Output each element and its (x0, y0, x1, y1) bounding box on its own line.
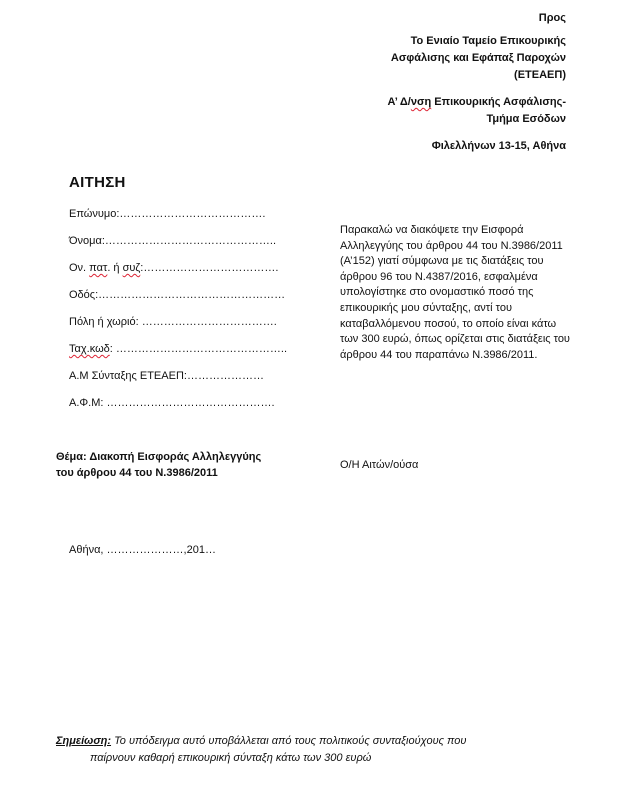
surname-field: Επώνυμο:…………………………………. (69, 208, 266, 220)
footnote-text1: Το υπόδειγμα αυτό υποβάλλεται από τους πολιτικούς συνταξιούχους που (111, 735, 467, 747)
father-tail: :………………………………. (140, 262, 279, 274)
recipient-org-abbr: (ΕΤΕΑΕΠ) (514, 69, 566, 81)
subject-line2: του άρθρου 44 του Ν.3986/2011 (56, 467, 218, 479)
recipient-org-line1: Το Ενιαίο Ταμείο Επικουρικής (410, 35, 566, 47)
request-paragraph: Παρακαλώ να διακόψετε την Εισφορά Αλληλεγγύης του άρθρου 44 του Ν.3986/2011 (Α’152) γιατί σύμφωνα με τις διατάξεις του άρθρου 96 του Ν.4387/2016, εσφαλμένα υπολογίστηκε στο ονομαστικό ποσό της επικουρικής μου σύνταξης, αντί του καταβαλλόμενου ποσού, το οποίο είναι κάτω των 300 ευρώ, όπως ορίζεται στις διατάξεις του άρθρου 44 του παραπάνω Ν.3986/2011. (340, 224, 570, 361)
city-field: Πόλη ή χωριό: ………………………………. (69, 316, 277, 328)
postal-code-field (69, 342, 287, 369)
recipient-department (387, 94, 566, 111)
spouse-abbr: συζ (122, 262, 141, 274)
recipient-org-line2: Ασφάλισης και Εφάπαξ Παροχών (390, 52, 566, 64)
father-spouse-field (69, 261, 287, 288)
recipient-section: Τμήμα Εσόδων (486, 113, 566, 125)
subject-block (56, 449, 261, 481)
dept-abbr-word: νση (410, 96, 432, 108)
recipient-to-label: Προς (538, 12, 566, 24)
father-abbr: πατ (89, 262, 108, 274)
dept-prefix: Α’ Δ/ (387, 96, 411, 108)
applicant-fields (69, 207, 287, 423)
father-rest: . ή (107, 262, 123, 274)
tax-number-field: Α.Φ.Μ: ………………………………………. (69, 397, 275, 409)
subject-line1: Θέμα: Διακοπή Εισφοράς Αλληλεγγύης (56, 451, 262, 463)
document-title: ΑΙΤΗΣΗ (69, 174, 126, 191)
footnote-line2: παίρνουν καθαρή επικουρική σύνταξη κάτω των 300 ευρώ (90, 752, 372, 764)
applicant-signature-label: Ο/Η Αιτών/ούσα (340, 459, 419, 471)
father-prefix: Ον. (69, 262, 90, 274)
dept-suffix: Επικουρικής Ασφάλισης- (431, 96, 566, 108)
street-field: Οδός:…………………………………………… (69, 289, 286, 301)
pension-number-field: Α.Μ Σύνταξης ΕΤΕΑΕΠ:………………… (69, 370, 264, 382)
date-line: Αθήνα, …………………,201… (69, 544, 216, 556)
footnote-label: Σημείωση: (56, 735, 112, 747)
postal-tail: : ……………………………………….. (109, 343, 288, 355)
footnote (56, 733, 576, 767)
postal-abbr: Ταχ.κωδ (69, 343, 110, 355)
name-field: Όνομα:……………………………………….. (69, 235, 277, 247)
recipient-block (387, 10, 566, 165)
recipient-address: Φιλελλήνων 13-15, Αθήνα (431, 140, 566, 152)
footnote-line1 (56, 733, 576, 750)
